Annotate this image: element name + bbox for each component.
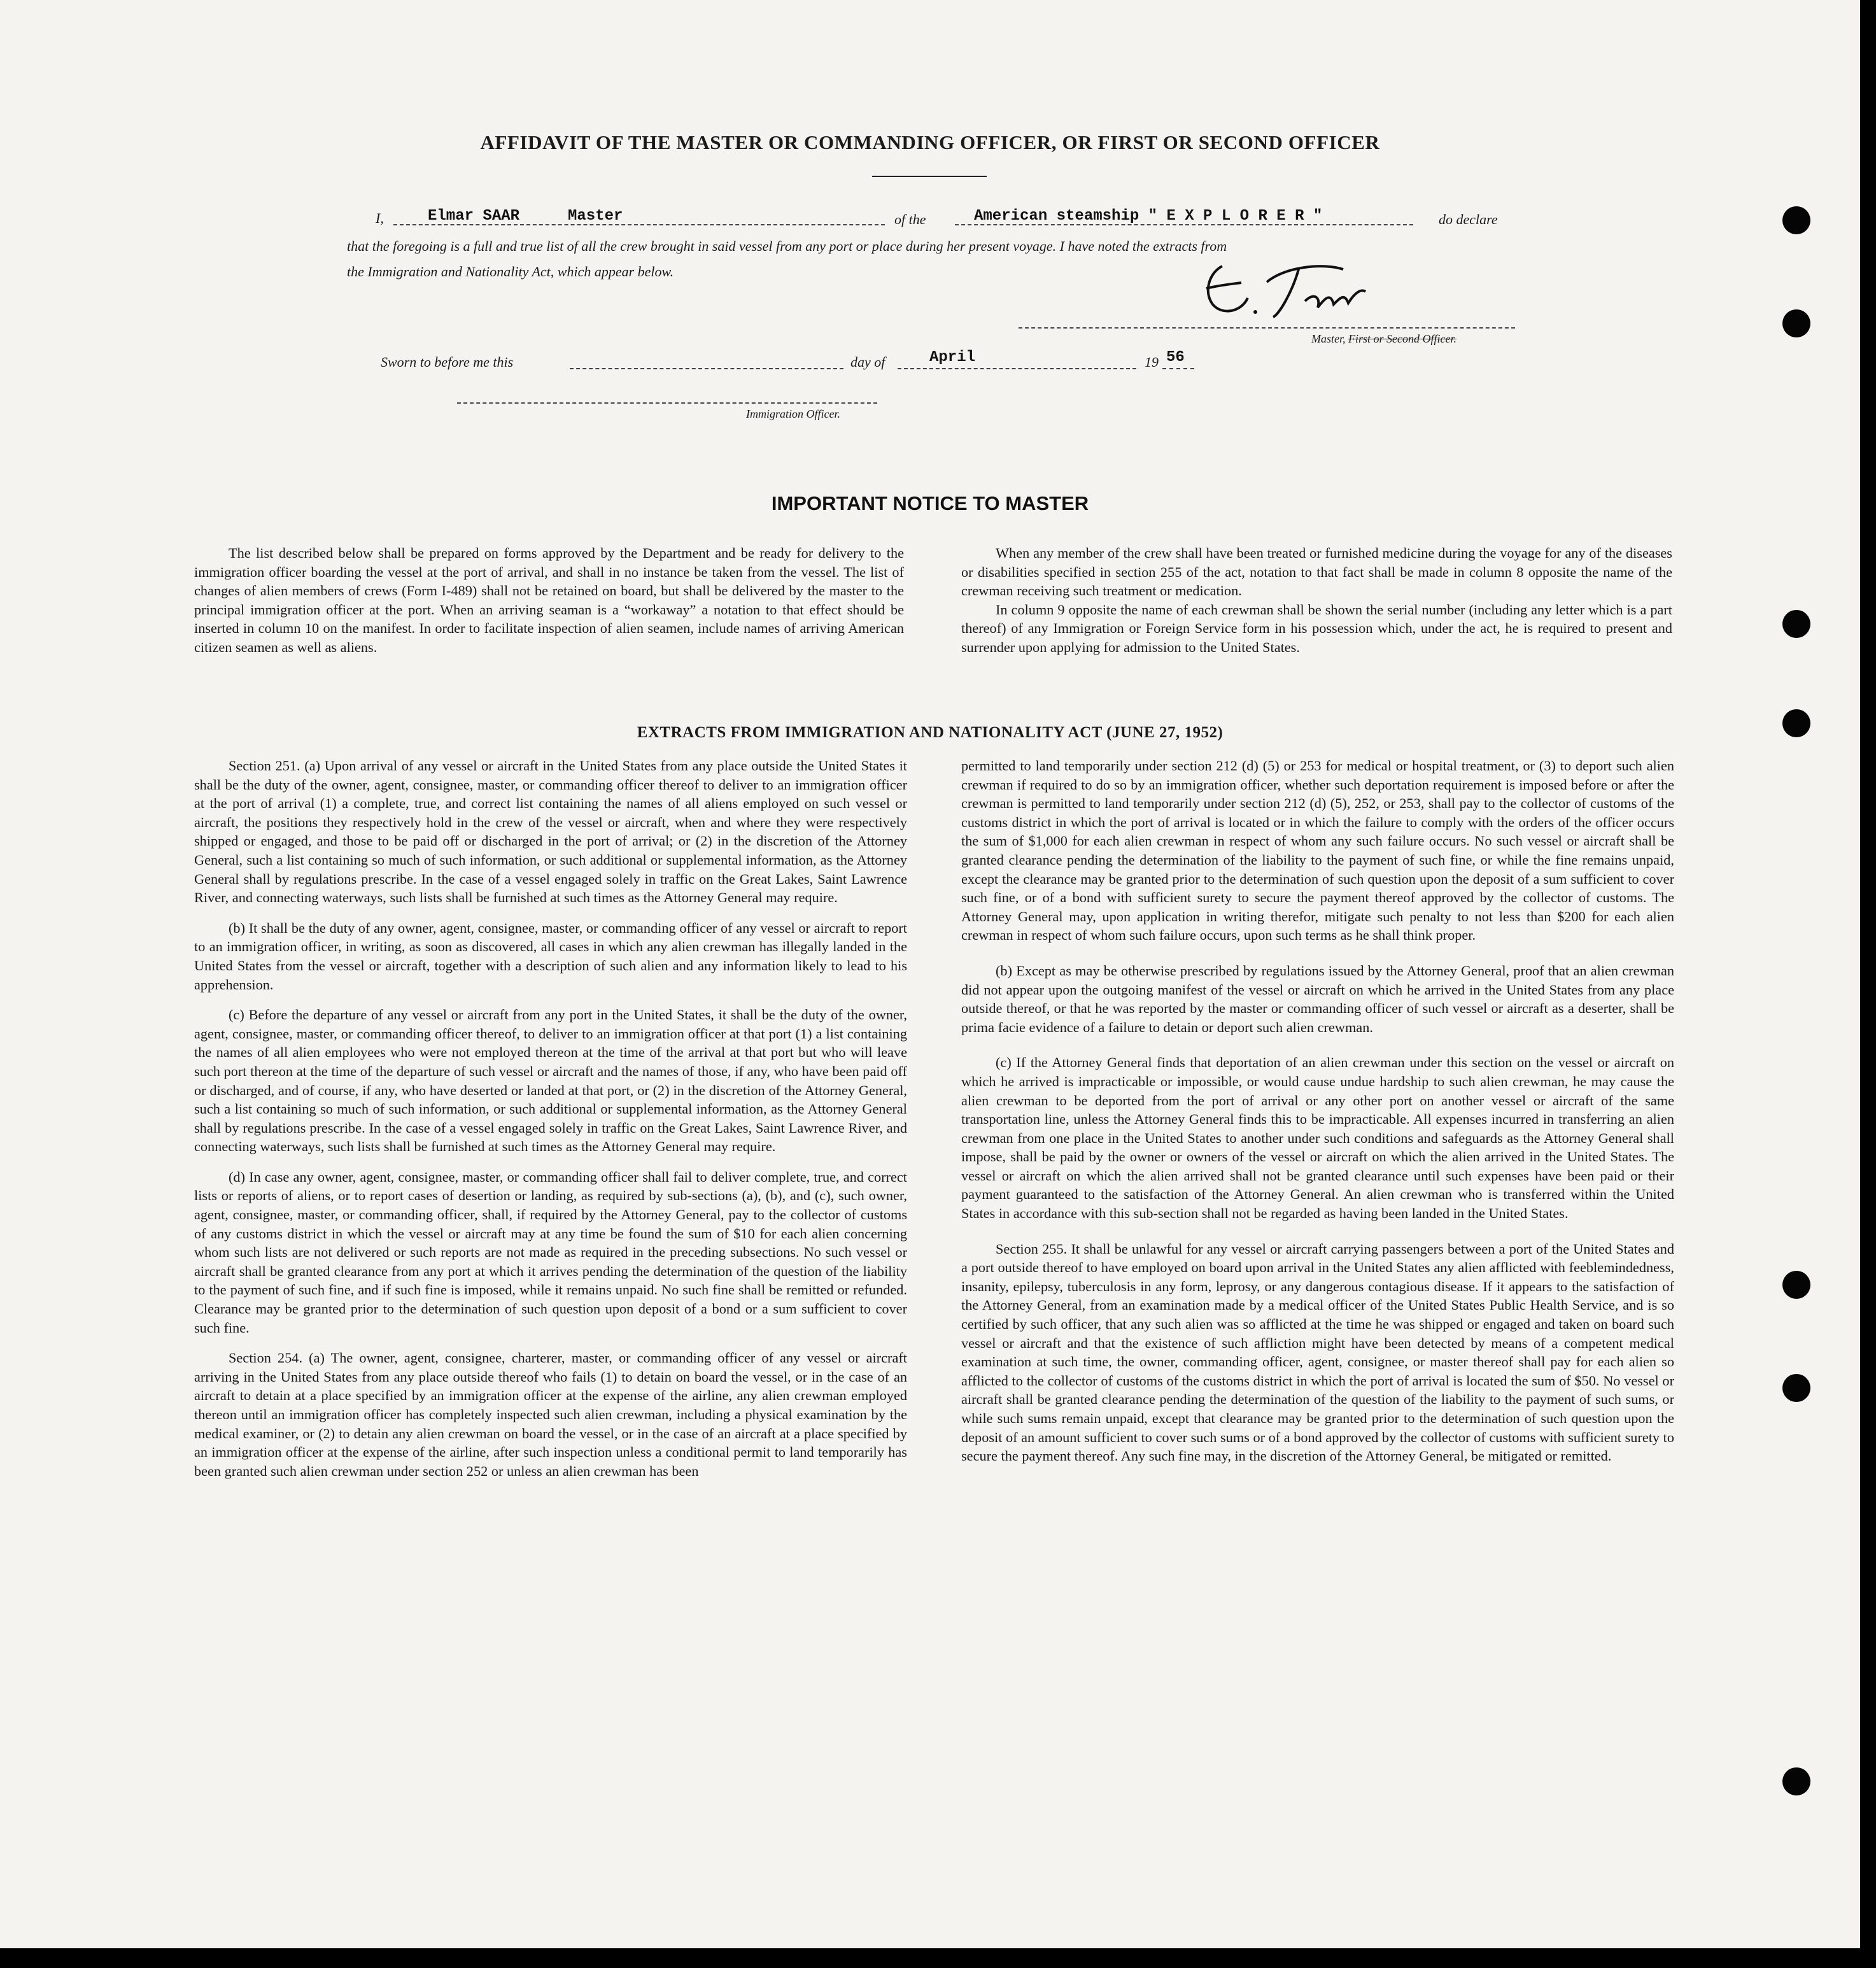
immigration-officer-caption: Immigration Officer. (746, 407, 840, 420)
extracts-title: EXTRACTS FROM IMMIGRATION AND NATIONALITY ACT (JUNE 27, 1952) (637, 724, 1224, 741)
section-254-a: Section 254. (a) The owner, agent, consignee, charterer, master, or commanding officer of any vessel or aircraft arriving in the United States from any place outside thereof who fails (1) to detain on board the vessel, or in the case of an aircraft to detain at a place specified by an immigration officer at the expense of the airline, any alien crewman employed thereon until an immigration officer has completely inspected such alien crewman, including a physical examination by the medical examiner, or (2) to detain any alien crewman on board the vessel, or in the case of an aircraft at a place specified by an immigration officer at the expense of the airline, after such inspection unless a conditional permit to land temporarily has been granted such alien crewman under section 252 or unless an alien crewman has been (194, 1350, 907, 1479)
notice-left-column (194, 544, 904, 657)
notice-title: IMPORTANT NOTICE TO MASTER (771, 492, 1089, 514)
year-blank (1162, 368, 1194, 369)
binder-hole (1782, 610, 1810, 638)
section-254-c: (c) If the Attorney General finds that deportation of an alien crewman under this section on the vessel or aircraft on which he arrived is impracticable or impossible, or would cause undue hardship to such alien crewman, he may cause the alien crewman to be deported from the port of arrival or any other port on another vessel or aircraft of the same transportation line, unless the Attorney General finds this to be impracticable. All expenses incurred in transferring an alien crewman from one place in the United States to another under such conditions and safeguards as the Attorney General shall impose, shall be paid by the owner or owners of the vessel or aircraft on which the alien arrived in the United States. The vessel or aircraft on which the alien arrived shall not be granted clearance until such expenses have been paid or their payment guaranteed to the satisfaction of the Attorney General. An alien crewman who is transferred within the United States in accordance with this sub-section shall not be regarded as having been landed in the United States. (961, 1054, 1674, 1222)
i-label: I, (376, 210, 384, 226)
caption-struck-officer: First or Second Officer. (1348, 332, 1456, 345)
immigration-officer-line (457, 402, 877, 404)
binder-hole (1782, 709, 1810, 737)
sworn-label: Sworn to before me this (381, 354, 514, 370)
signature-line (1019, 327, 1515, 329)
title-underline (872, 176, 987, 177)
do-declare-label: do declare (1439, 211, 1498, 227)
of-the-label: of the (894, 211, 926, 227)
binder-hole (1782, 1271, 1810, 1299)
affidavit-title: AFFIDAVIT OF THE MASTER OR COMMANDING OFFICER, OR FIRST OR SECOND OFFICER (480, 131, 1380, 153)
binder-hole (1782, 1374, 1810, 1402)
affidavit-line-2: that the foregoing is a full and true list of all the crew brought in said vessel from any port or place during her present voyage. I have noted the extracts from (347, 238, 1227, 254)
signature-caption (1311, 332, 1456, 346)
binder-hole (1782, 1767, 1810, 1795)
vessel-name: American steamship " E X P L O R E R " (974, 208, 1323, 225)
section-251-c: (c) Before the departure of any vessel or aircraft from any port in the United States, it shall be the duty of the owner, agent, consignee, master, or commanding officer thereof, to deliver to an immigration officer at that port (1) a list containing the names of all alien employees who were not employed thereon at the time of the arrival at that port but who will leave such port thereon at the time of the departure of such vessel or aircraft and the names of those, if any, who have been paid off or discharged, and of course, if any, who have deserted or landed at that port, or (2) in the discretion of the Attorney General, such a list containing so much of such information, or such additional or supplemental information, as the Attorney General shall by regulations prescribe. In the case of a vessel engaged solely in traffic on the Great Lakes, Saint Lawrence River, and connecting waterways, such lists shall be furnished at such times as the Attorney General may require. (194, 1007, 907, 1155)
binder-hole (1782, 206, 1810, 234)
master-signature (1197, 253, 1388, 330)
section-251-d: (d) In case any owner, agent, consignee, master, or commanding officer shall fail to deliver complete, true, and correct lists or reports of aliens, or to report cases of desertion or landing, as required by sub-sections (a), (b), and (c), such owner, agent, consignee, master, or commanding officer, shall, if required by the Attorney General, pay to the collector of customs of any customs district in which the vessel or aircraft may at any time be found the sum of $10 for each alien concerning whom such lists are not delivered or such reports are not made as required in the preceding subsections. No such vessel or aircraft shall be granted clearance from any port at which it arrives pending the determination of the question of the liability to the payment of such fine, and if such fine is imposed, while it remains unpaid. No such fine shall be remitted or refunded. Clearance may be granted prior to the determination of such question upon deposit of a bond or a sum sufficient to cover such fine. (194, 1168, 907, 1336)
extracts-left-column (194, 756, 907, 1492)
section-254-a-continued: permitted to land temporarily under section 212 (d) (5) or 253 for medical or hospital treatment, or (3) to deport such alien crewman if required to do so by an immigration officer, whether such deportation requirement is imposed before or after the crewman is permitted to land temporarily under section 212 (d) (5), 252, or 253, shall pay to the collector of customs of the customs district in which the port of arrival is located or in which the failure to comply with the orders of the officer occurs the sum of $1,000 for each alien crewman in respect of whom any such failure occurs. No such vessel or aircraft shall be granted clearance pending the determination of the liability to the payment of such fine, or while the fine remains unpaid, except the clearance may be granted prior to the determination of such question upon the deposit of a sum sufficient to cover such fine, or of a bond with sufficient surety to secure the payment thereof approved by the collector of customs. The Attorney General may, upon application in writing therefor, mitigate such penalty to not less than $200 for each alien crewman in respect of whom such failure occurs, upon such terms as he shall think proper. (961, 758, 1674, 944)
year-filled: 56 (1166, 349, 1185, 366)
year-prefix: 19 (1145, 354, 1159, 370)
notice-right-column (961, 544, 1672, 657)
affidavit-line-3: the Immigration and Nationality Act, which appear below. (347, 264, 674, 280)
binder-hole (1782, 309, 1810, 337)
section-251-a: Section 251. (a) Upon arrival of any vessel or aircraft in the United States from any place outside the United States it shall be the duty of the owner, agent, consignee, master, or commanding officer thereof to deliver to an immigration officer at the port of arrival (1) a complete, true, and correct list containing the names of all aliens employed on such vessel or aircraft, the positions they respectively hold in the crew of the vessel or aircraft, when and where they were respectively shipped or engaged, and those to be paid off or discharged in the port of arrival; or (2) in the discretion of the Attorney General, such a list containing so much of such information, or such additional or supplemental information, as the Attorney General shall by regulations prescribe. In the case of a vessel engaged solely in traffic on the Great Lakes, Saint Lawrence River, and connecting waterways, such lists shall be furnished at such times as the Attorney General may require. (194, 758, 907, 906)
day-of-label: day of (850, 354, 885, 370)
notice-right-paragraph-2: In column 9 opposite the name of each crewman shall be shown the serial number (including any letter which is a part thereof) of any Immigration or Foreign Service form in his possession which, under the act, he is required to present and surrender upon applying for admission to the United States. (961, 601, 1672, 655)
section-255: Section 255. It shall be unlawful for any vessel or aircraft carrying passengers between a port of the United States and a port outside thereof to have employed on board upon arrival in the United States any alien afflicted with feeblemindedness, insanity, epilepsy, tuberculosis in any form, leprosy, or any dangerous contagious disease. If it appears to the satisfaction of the Attorney General, from an examination made by a medical officer of the United States Public Health Service, and is so certified by such officer, that any such alien was so afflicted at the time he was shipped or engaged and taken on board such vessel or aircraft and that the existence of such affliction might have been detected by means of a competent medical examination at such time, the owner, commanding officer, agent, consignee, or master thereof shall pay for each alien so afflicted to the collector of customs of the customs district in which the port of arrival is located the sum of $50. No vessel or aircraft shall be granted clearance pending the determination of the question of the liability to the payment of such sums, or while such sums remain unpaid, except that clearance may be granted prior to the determination of such question upon the deposit of an amount sufficient to cover such sums or of a bond approved by the collector of customs with sufficient surety to secure the payment thereof. Any such fine may, in the discretion of the Attorney General, be mitigated or remitted. (961, 1240, 1674, 1464)
month-blank (898, 368, 1136, 369)
extracts-right-column (961, 756, 1674, 1477)
caption-master: Master, (1311, 332, 1346, 345)
sworn-day-blank (570, 368, 843, 369)
notice-right-paragraph-1: When any member of the crew shall have been treated or furnished medicine during the voyage for any of the diseases or disabilities specified in section 255 of the act, notation to that fact shall be made in column 8 opposite the name of the crewman receiving such treatment or medication. (961, 545, 1672, 599)
master-name: Elmar SAAR (428, 208, 520, 225)
month-filled: April (929, 349, 976, 366)
notice-left-paragraph: The list described below shall be prepared on forms approved by the Department and be ready for delivery to the immigration officer boarding the vessel at the port of arrival, and shall in no instance be taken from the vessel. The list of changes of alien members of crews (Form I-489) shall not be retained on board, but shall be delivered by the master to the principal immigration officer at the port. When an arriving seaman is a “workaway” a notation to that effect should be inserted in column 10 on the manifest. In order to facilitate inspection of alien seamen, include names of arriving American citizen seamen as well as aliens. (194, 545, 904, 655)
section-254-b: (b) Except as may be otherwise prescribed by regulations issued by the Attorney General, proof that an alien crewman did not appear upon the outgoing manifest of the vessel or aircraft on which he arrived in the United States from any place outside thereof, or that he was reported by the master or commanding officer of such vessel or aircraft as a deserter, shall be prima facie evidence of a failure to detain or deport such alien crewman. (961, 962, 1674, 1035)
section-251-b: (b) It shall be the duty of any owner, agent, consignee, master, or commanding officer of any vessel or aircraft to report to an immigration officer, in writing, as soon as discovered, all cases in which any alien crewman has illegally landed in the United States from the vessel or aircraft, together with a description of such alien and any information likely to lead to his apprehension. (194, 919, 907, 993)
master-rank: Master (568, 208, 623, 225)
